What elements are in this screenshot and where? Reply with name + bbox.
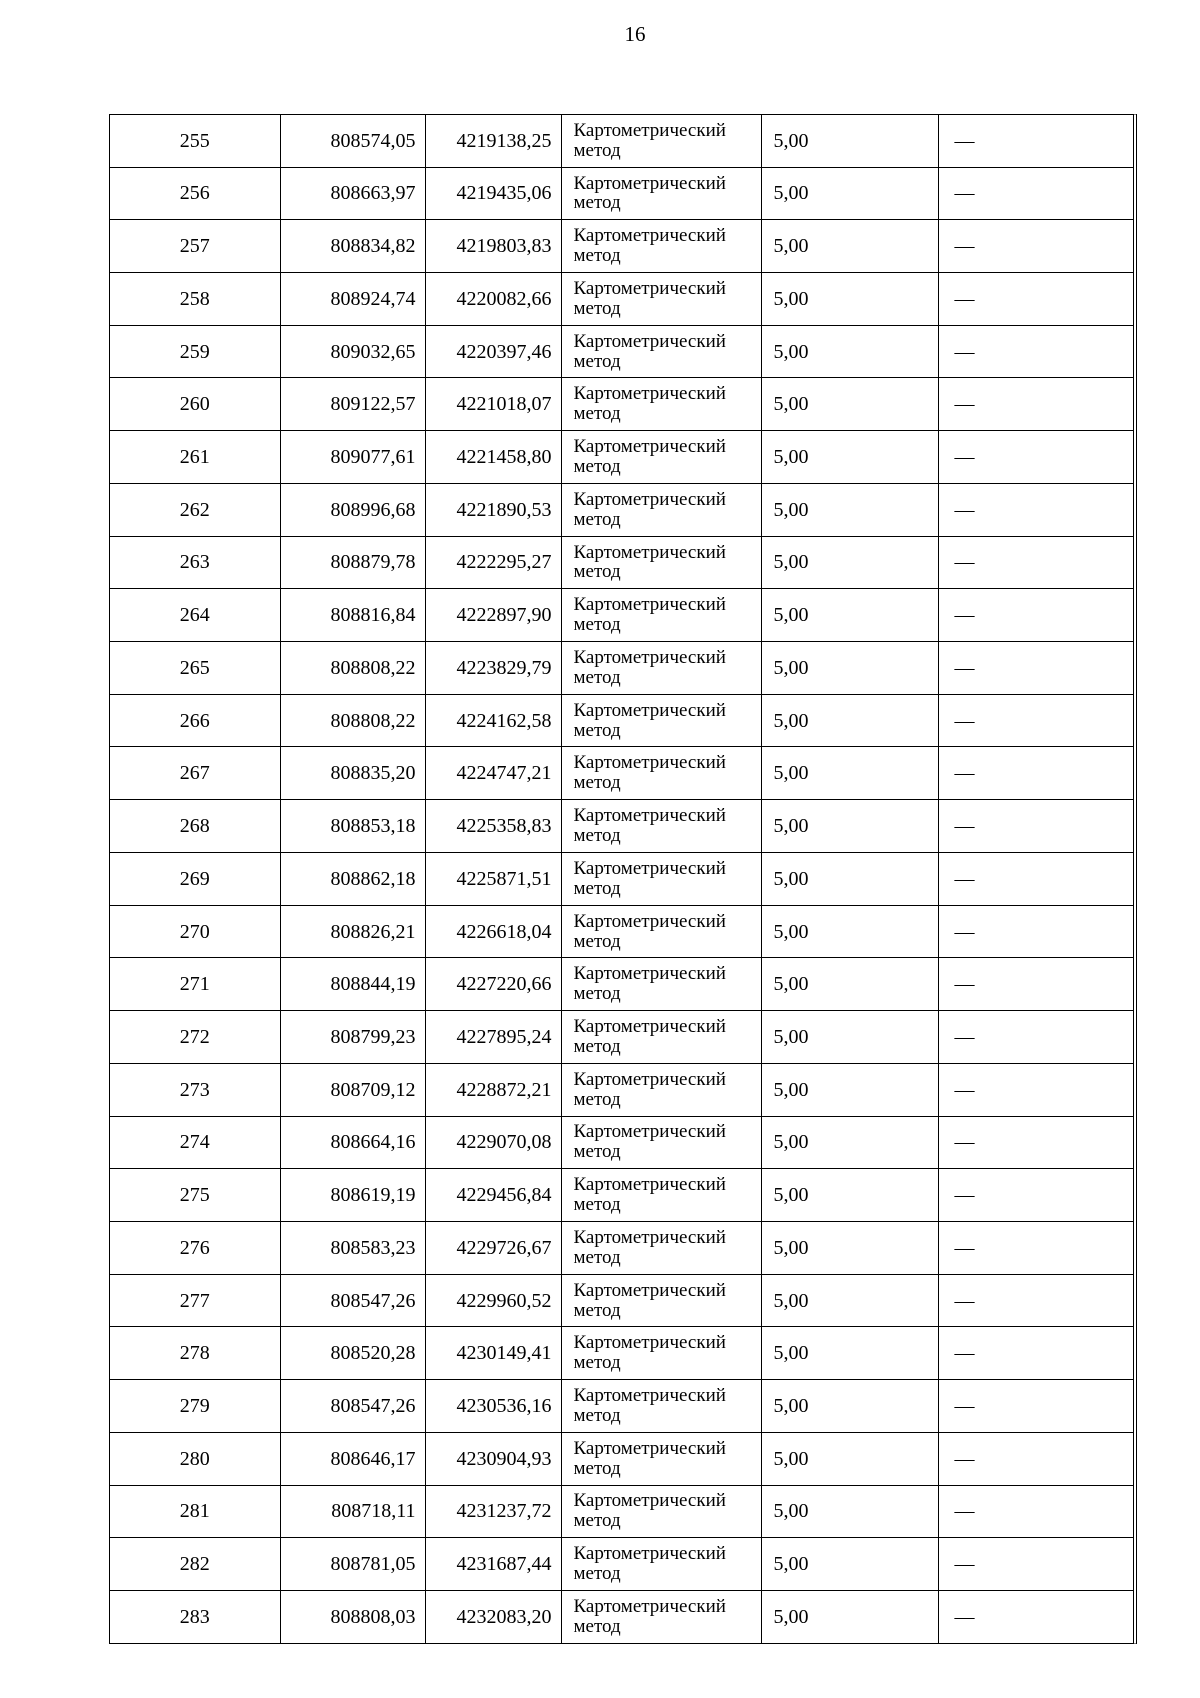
method-cell: Картометрический метод: [561, 1380, 761, 1433]
point-number-cell: 265: [110, 642, 280, 695]
table-row: [110, 1538, 1133, 1591]
method-cell: Картометрический метод: [561, 1011, 761, 1064]
y-coordinate-cell: 4231237,72: [425, 1485, 561, 1538]
description-cell: —: [938, 1221, 1133, 1274]
y-coordinate-cell: 4222295,27: [425, 536, 561, 589]
method-cell: Картометрический метод: [561, 1590, 761, 1643]
description-cell: —: [938, 1063, 1133, 1116]
table-row: [110, 1274, 1133, 1327]
description-cell: —: [938, 589, 1133, 642]
point-number-cell: 278: [110, 1327, 280, 1380]
method-cell: Картометрический метод: [561, 378, 761, 431]
x-coordinate-cell: 809077,61: [280, 431, 425, 484]
x-coordinate-cell: 808709,12: [280, 1063, 425, 1116]
method-cell: Картометрический метод: [561, 1274, 761, 1327]
point-number-cell: 276: [110, 1221, 280, 1274]
accuracy-cell: 5,00: [761, 431, 938, 484]
point-number-cell: 277: [110, 1274, 280, 1327]
table-row: [110, 905, 1133, 958]
table-row: [110, 958, 1133, 1011]
x-coordinate-cell: 808835,20: [280, 747, 425, 800]
accuracy-cell: 5,00: [761, 905, 938, 958]
accuracy-cell: 5,00: [761, 1327, 938, 1380]
x-coordinate-cell: 808799,23: [280, 1011, 425, 1064]
table-row: [110, 431, 1133, 484]
y-coordinate-cell: 4226618,04: [425, 905, 561, 958]
x-coordinate-cell: 808547,26: [280, 1274, 425, 1327]
description-cell: —: [938, 1380, 1133, 1433]
method-cell: Картометрический метод: [561, 1221, 761, 1274]
description-cell: —: [938, 325, 1133, 378]
y-coordinate-cell: 4221458,80: [425, 431, 561, 484]
description-cell: —: [938, 958, 1133, 1011]
point-number-cell: 255: [110, 115, 280, 167]
accuracy-cell: 5,00: [761, 642, 938, 695]
x-coordinate-cell: 808583,23: [280, 1221, 425, 1274]
accuracy-cell: 5,00: [761, 483, 938, 536]
x-coordinate-cell: 808844,19: [280, 958, 425, 1011]
accuracy-cell: 5,00: [761, 1274, 938, 1327]
point-number-cell: 282: [110, 1538, 280, 1591]
table-row: [110, 483, 1133, 536]
x-coordinate-cell: 808663,97: [280, 167, 425, 220]
accuracy-cell: 5,00: [761, 800, 938, 853]
method-cell: Картометрический метод: [561, 483, 761, 536]
point-number-cell: 259: [110, 325, 280, 378]
method-cell: Картометрический метод: [561, 852, 761, 905]
point-number-cell: 268: [110, 800, 280, 853]
point-number-cell: 267: [110, 747, 280, 800]
description-cell: —: [938, 1116, 1133, 1169]
table-row: [110, 589, 1133, 642]
x-coordinate-cell: 808853,18: [280, 800, 425, 853]
x-coordinate-cell: 808826,21: [280, 905, 425, 958]
accuracy-cell: 5,00: [761, 1011, 938, 1064]
description-cell: —: [938, 1169, 1133, 1222]
description-cell: —: [938, 1327, 1133, 1380]
point-number-cell: 256: [110, 167, 280, 220]
point-number-cell: 281: [110, 1485, 280, 1538]
point-number-cell: 261: [110, 431, 280, 484]
description-cell: —: [938, 115, 1133, 167]
y-coordinate-cell: 4229960,52: [425, 1274, 561, 1327]
method-cell: Картометрический метод: [561, 1538, 761, 1591]
description-cell: —: [938, 1274, 1133, 1327]
method-cell: Картометрический метод: [561, 1327, 761, 1380]
description-cell: —: [938, 273, 1133, 326]
accuracy-cell: 5,00: [761, 694, 938, 747]
table-row: [110, 536, 1133, 589]
y-coordinate-cell: 4225358,83: [425, 800, 561, 853]
description-cell: —: [938, 642, 1133, 695]
table-row: [110, 167, 1133, 220]
x-coordinate-cell: 808547,26: [280, 1380, 425, 1433]
y-coordinate-cell: 4220082,66: [425, 273, 561, 326]
table-row: [110, 1011, 1133, 1064]
method-cell: Картометрический метод: [561, 325, 761, 378]
table-row: [110, 852, 1133, 905]
table-row: [110, 378, 1133, 431]
x-coordinate-cell: 808808,03: [280, 1590, 425, 1643]
method-cell: Картометрический метод: [561, 958, 761, 1011]
accuracy-cell: 5,00: [761, 1485, 938, 1538]
point-number-cell: 258: [110, 273, 280, 326]
method-cell: Картометрический метод: [561, 273, 761, 326]
x-coordinate-cell: 808520,28: [280, 1327, 425, 1380]
table-row: [110, 642, 1133, 695]
method-cell: Картометрический метод: [561, 1116, 761, 1169]
point-number-cell: 272: [110, 1011, 280, 1064]
y-coordinate-cell: 4222897,90: [425, 589, 561, 642]
accuracy-cell: 5,00: [761, 958, 938, 1011]
point-number-cell: 273: [110, 1063, 280, 1116]
point-number-cell: 269: [110, 852, 280, 905]
description-cell: —: [938, 1590, 1133, 1643]
description-cell: —: [938, 483, 1133, 536]
x-coordinate-cell: 808816,84: [280, 589, 425, 642]
x-coordinate-cell: 809032,65: [280, 325, 425, 378]
y-coordinate-cell: 4220397,46: [425, 325, 561, 378]
table-row: [110, 1590, 1133, 1643]
y-coordinate-cell: 4224747,21: [425, 747, 561, 800]
table-row: [110, 1169, 1133, 1222]
accuracy-cell: 5,00: [761, 167, 938, 220]
x-coordinate-cell: 808879,78: [280, 536, 425, 589]
description-cell: —: [938, 1432, 1133, 1485]
accuracy-cell: 5,00: [761, 852, 938, 905]
y-coordinate-cell: 4229726,67: [425, 1221, 561, 1274]
y-coordinate-cell: 4221890,53: [425, 483, 561, 536]
point-number-cell: 262: [110, 483, 280, 536]
x-coordinate-cell: 808834,82: [280, 220, 425, 273]
point-number-cell: 263: [110, 536, 280, 589]
point-number-cell: 280: [110, 1432, 280, 1485]
method-cell: Картометрический метод: [561, 800, 761, 853]
method-cell: Картометрический метод: [561, 536, 761, 589]
accuracy-cell: 5,00: [761, 325, 938, 378]
y-coordinate-cell: 4221018,07: [425, 378, 561, 431]
table-body: [110, 115, 1133, 1643]
table-row: [110, 1116, 1133, 1169]
table-row: [110, 325, 1133, 378]
method-cell: Картометрический метод: [561, 220, 761, 273]
point-number-cell: 264: [110, 589, 280, 642]
x-coordinate-cell: 808646,17: [280, 1432, 425, 1485]
method-cell: Картометрический метод: [561, 1063, 761, 1116]
x-coordinate-cell: 808924,74: [280, 273, 425, 326]
x-coordinate-cell: 808781,05: [280, 1538, 425, 1591]
point-number-cell: 257: [110, 220, 280, 273]
point-number-cell: 274: [110, 1116, 280, 1169]
point-number-cell: 271: [110, 958, 280, 1011]
method-cell: Картометрический метод: [561, 1169, 761, 1222]
y-coordinate-cell: 4230149,41: [425, 1327, 561, 1380]
description-cell: —: [938, 905, 1133, 958]
method-cell: Картометрический метод: [561, 747, 761, 800]
accuracy-cell: 5,00: [761, 747, 938, 800]
accuracy-cell: 5,00: [761, 1169, 938, 1222]
y-coordinate-cell: 4232083,20: [425, 1590, 561, 1643]
description-cell: —: [938, 431, 1133, 484]
table-row: [110, 694, 1133, 747]
y-coordinate-cell: 4225871,51: [425, 852, 561, 905]
method-cell: Картометрический метод: [561, 589, 761, 642]
x-coordinate-cell: 808718,11: [280, 1485, 425, 1538]
description-cell: —: [938, 167, 1133, 220]
x-coordinate-cell: 808664,16: [280, 1116, 425, 1169]
method-cell: Картометрический метод: [561, 694, 761, 747]
table-row: [110, 800, 1133, 853]
table-row: [110, 1063, 1133, 1116]
description-cell: —: [938, 1538, 1133, 1591]
description-cell: —: [938, 852, 1133, 905]
accuracy-cell: 5,00: [761, 1590, 938, 1643]
y-coordinate-cell: 4231687,44: [425, 1538, 561, 1591]
method-cell: Картометрический метод: [561, 167, 761, 220]
table-row: [110, 1380, 1133, 1433]
y-coordinate-cell: 4224162,58: [425, 694, 561, 747]
coordinates-table: [109, 114, 1137, 1644]
method-cell: Картометрический метод: [561, 642, 761, 695]
accuracy-cell: 5,00: [761, 1063, 938, 1116]
description-cell: —: [938, 1011, 1133, 1064]
x-coordinate-cell: 808862,18: [280, 852, 425, 905]
x-coordinate-cell: 808808,22: [280, 694, 425, 747]
x-coordinate-cell: 809122,57: [280, 378, 425, 431]
description-cell: —: [938, 220, 1133, 273]
accuracy-cell: 5,00: [761, 220, 938, 273]
table-row: [110, 747, 1133, 800]
method-cell: Картометрический метод: [561, 905, 761, 958]
table-row: [110, 273, 1133, 326]
point-number-cell: 283: [110, 1590, 280, 1643]
method-cell: Картометрический метод: [561, 115, 761, 167]
y-coordinate-cell: 4230536,16: [425, 1380, 561, 1433]
y-coordinate-cell: 4227220,66: [425, 958, 561, 1011]
x-coordinate-cell: 808996,68: [280, 483, 425, 536]
y-coordinate-cell: 4228872,21: [425, 1063, 561, 1116]
y-coordinate-cell: 4219138,25: [425, 115, 561, 167]
y-coordinate-cell: 4219803,83: [425, 220, 561, 273]
description-cell: —: [938, 378, 1133, 431]
point-number-cell: 270: [110, 905, 280, 958]
table-row: [110, 1432, 1133, 1485]
x-coordinate-cell: 808574,05: [280, 115, 425, 167]
description-cell: —: [938, 536, 1133, 589]
point-number-cell: 275: [110, 1169, 280, 1222]
x-coordinate-cell: 808808,22: [280, 642, 425, 695]
description-cell: —: [938, 1485, 1133, 1538]
table-row: [110, 1327, 1133, 1380]
accuracy-cell: 5,00: [761, 273, 938, 326]
table-row: [110, 1221, 1133, 1274]
table-row: [110, 115, 1133, 167]
accuracy-cell: 5,00: [761, 115, 938, 167]
y-coordinate-cell: 4223829,79: [425, 642, 561, 695]
y-coordinate-cell: 4229070,08: [425, 1116, 561, 1169]
y-coordinate-cell: 4230904,93: [425, 1432, 561, 1485]
accuracy-cell: 5,00: [761, 536, 938, 589]
accuracy-cell: 5,00: [761, 1221, 938, 1274]
description-cell: —: [938, 694, 1133, 747]
accuracy-cell: 5,00: [761, 1116, 938, 1169]
accuracy-cell: 5,00: [761, 589, 938, 642]
y-coordinate-cell: 4229456,84: [425, 1169, 561, 1222]
page-number: 16: [624, 22, 646, 46]
point-number-cell: 279: [110, 1380, 280, 1433]
point-number-cell: 260: [110, 378, 280, 431]
accuracy-cell: 5,00: [761, 378, 938, 431]
accuracy-cell: 5,00: [761, 1380, 938, 1433]
method-cell: Картометрический метод: [561, 1432, 761, 1485]
point-number-cell: 266: [110, 694, 280, 747]
method-cell: Картометрический метод: [561, 431, 761, 484]
x-coordinate-cell: 808619,19: [280, 1169, 425, 1222]
description-cell: —: [938, 800, 1133, 853]
method-cell: Картометрический метод: [561, 1485, 761, 1538]
y-coordinate-cell: 4227895,24: [425, 1011, 561, 1064]
description-cell: —: [938, 747, 1133, 800]
table-row: [110, 1485, 1133, 1538]
y-coordinate-cell: 4219435,06: [425, 167, 561, 220]
accuracy-cell: 5,00: [761, 1432, 938, 1485]
table-row: [110, 220, 1133, 273]
accuracy-cell: 5,00: [761, 1538, 938, 1591]
